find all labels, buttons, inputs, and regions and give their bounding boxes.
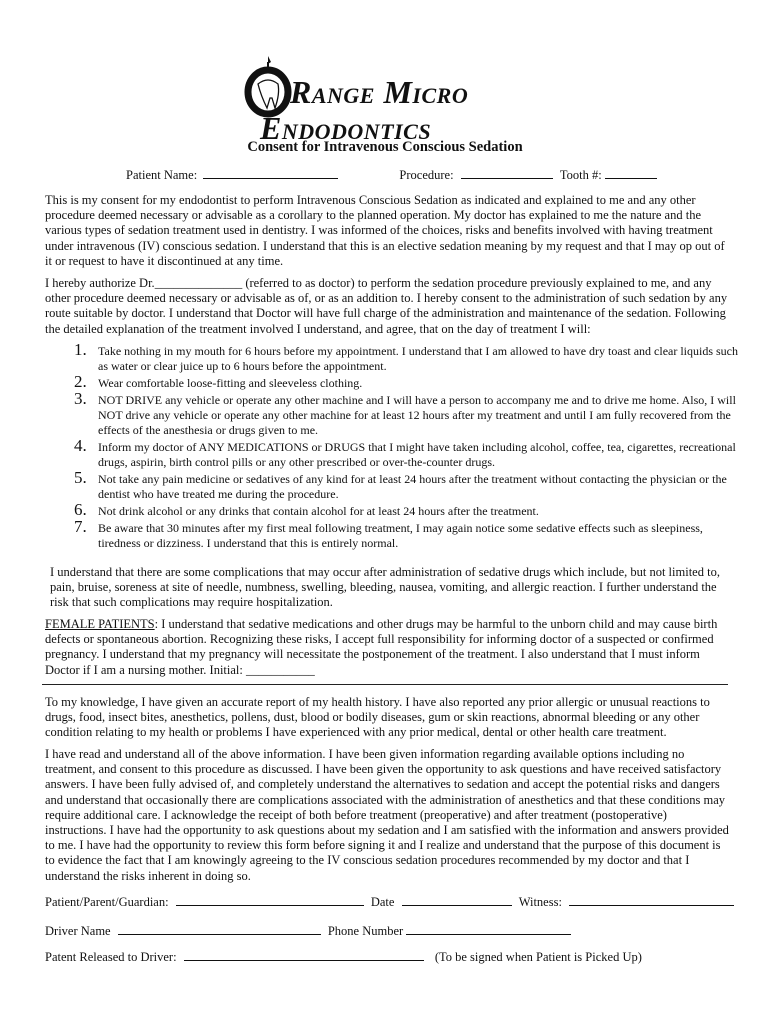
list-item bbox=[60, 468, 740, 502]
item-number: 4. bbox=[74, 436, 87, 455]
patient-name-field[interactable] bbox=[203, 166, 338, 179]
complications-paragraph: I understand that there are some complications that may occur after administration of sedative drugs which include, but not limited to, pain, bruise, soreness at site of needle, numbness, swelling, bleeding, nausea, vomiting, and allergic reaction. I further understand the risk that such complications may require hospitalization. bbox=[50, 565, 720, 610]
acknowledgement-paragraph: I have read and understand all of the above information. I have been given information regarding available options including no treatment, and consent to this procedure as discussed. I have been given the opportunity to ask questions and have received satisfactory answers. I have been fully advised of, and completely understand the alternatives to sedation and accept the potential risks and dangers and understand that occasionally there are complications associated with the administration of anesthetics and that these conditions may require additional care. I acknowledge the receipt of both before treatment (preoperative) and after treatment (postoperative) instructions. I have had the opportunity to ask questions about my sedation and I am satisfied with the information and answers provided to me. I have had the opportunity to review this form before signing it and I realize and understand that the purpose of this document is to evidence the fact that I am knowingly agreeing to the IV conscious sedation procedures recommended by my doctor and that I understand the risks inherent in doing so. bbox=[45, 747, 729, 883]
driver-name-label: Driver Name bbox=[45, 924, 111, 938]
logo-line-2: Endodontics bbox=[260, 110, 432, 146]
list-item bbox=[60, 389, 740, 438]
procedure-field[interactable] bbox=[461, 166, 553, 179]
released-line bbox=[45, 948, 642, 965]
item-number: 3. bbox=[74, 389, 87, 408]
date-field[interactable] bbox=[402, 893, 512, 906]
authorization-text: (referred to as doctor) to perform the sedation procedure previously explained to me, and any other procedure deemed necessary or advisable as of, or as an addition to. I hereby consent to the administration of such sedation by any route suitable by doctor. I understand that Doctor will have full charge of the administration and maintenance of the sedation. Following the detailed explanation of the treatment involved I understand, and agree, that on the day of treatment I will: bbox=[45, 276, 728, 336]
authorization-paragraph bbox=[45, 276, 730, 337]
driver-line bbox=[45, 922, 571, 939]
item-number: 2. bbox=[74, 372, 87, 391]
female-patients-label: FEMALE PATIENTS bbox=[45, 617, 155, 631]
released-label: Patent Released to Driver: bbox=[45, 950, 177, 964]
initial-field[interactable]: ___________ bbox=[246, 662, 315, 677]
doctor-name-field[interactable]: ______________ bbox=[154, 276, 243, 290]
instructions-list bbox=[60, 340, 740, 553]
health-history-paragraph: To my knowledge, I have given an accurate report of my health history. I have also reported any prior allergic or unusual reactions to drugs, food, insect bites, anesthetics, pollens, dust, blood or bodily diseases, gum or skin reactions, abnormal bleeding or any other condition relating to my health or problems I have experienced with any prior medical, dental or other health care treatment. bbox=[45, 695, 710, 740]
item-text: Not take any pain medicine or sedatives of any kind for at least 24 hours after the treatment without contacting the physician or the dentist who have treated me during the procedure. bbox=[98, 472, 727, 501]
driver-name-field[interactable] bbox=[118, 922, 321, 935]
date-label: Date bbox=[370, 895, 395, 909]
procedure-label: Procedure: bbox=[399, 168, 454, 182]
list-item bbox=[60, 500, 740, 519]
patient-name-label: Patient Name: bbox=[126, 168, 198, 182]
tooth-field[interactable] bbox=[605, 166, 657, 179]
authorize-label: I hereby authorize Dr. bbox=[45, 276, 155, 290]
phone-number-field[interactable] bbox=[406, 922, 571, 935]
released-note: (To be signed when Patient is Picked Up) bbox=[434, 950, 642, 964]
item-text: Take nothing in my mouth for 6 hours before my appointment. I understand that I am allowed to have dry toast and clear liquids such as water or clear juice up to 6 hours before the appointment. bbox=[98, 344, 739, 373]
guardian-signature-field[interactable] bbox=[176, 893, 364, 906]
item-number: 5. bbox=[74, 468, 87, 487]
list-item bbox=[60, 340, 740, 374]
item-number: 1. bbox=[74, 340, 87, 359]
tooth-label: Tooth #: bbox=[559, 168, 602, 182]
female-patients-text: : I understand that sedative medications and other drugs may be harmful to the unborn child and may cause birth defects or spontaneous abortion. Recognizing these risks, I accept full responsibility for informing doctor of a suspected or confirmed pregnancy. I understand that my pregnancy will necessitate the postponement of the treatment. I also understand that I must inform Doctor if I am a nursing mother. Initial: bbox=[45, 617, 718, 677]
guardian-signature-line bbox=[45, 893, 734, 910]
item-text: Inform my doctor of ANY MEDICATIONS or DRUGS that I might have taken including alcohol, coffee, tea, cigarettes, recreational drugs, aspirin, birth control pills or any other prescribed or over-the-counter drugs. bbox=[98, 440, 736, 469]
form-title: Consent for Intravenous Conscious Sedation bbox=[247, 139, 523, 155]
patient-info-line bbox=[126, 166, 657, 183]
list-item bbox=[60, 372, 740, 391]
item-number: 7. bbox=[74, 517, 87, 536]
item-text: Wear comfortable loose-fitting and sleeveless clothing. bbox=[98, 376, 363, 390]
consent-paragraph: This is my consent for my endodontist to perform Intravenous Conscious Sedation as indicated and explained to me and any other procedure deemed necessary or advisable as a corollary to the planned operation. My doctor has explained to me the nature and the various types of sedation treatment used in dentistry. I was informed of the choices, risks and benefits involved with having treatment under intravenous (IV) conscious sedation. I understand that this is an elective sedation meaning by my request and that I may op out of it or request to have it discontinued at any time. bbox=[45, 193, 725, 268]
list-item bbox=[60, 436, 740, 470]
item-text: Not drink alcohol or any drinks that contain alcohol for at least 24 hours after the treatment. bbox=[98, 504, 539, 518]
witness-label: Witness: bbox=[518, 895, 562, 909]
item-text: NOT DRIVE any vehicle or operate any other machine and I will have a person to accompany me and to drive me home. Also, I will NOT drive any vehicle or operate any other machine for at least 12 hours after my treatment and until I am fully recovered from the effects of the anesthesia or drugs given to me. bbox=[98, 393, 736, 437]
female-patients-paragraph bbox=[45, 617, 730, 678]
logo-line-1: Range Micro bbox=[290, 74, 469, 110]
practice-logo bbox=[230, 44, 550, 144]
section-divider bbox=[42, 684, 728, 685]
guardian-label: Patient/Parent/Guardian: bbox=[45, 895, 169, 909]
item-number: 6. bbox=[74, 500, 87, 519]
witness-field[interactable] bbox=[569, 893, 734, 906]
list-item bbox=[60, 517, 740, 551]
item-text: Be aware that 30 minutes after my first meal following treatment, I may again notice some sedative effects such as sleepiness, tiredness or dizziness. I understand that this is entirely normal. bbox=[98, 521, 703, 550]
phone-number-label: Phone Number bbox=[327, 924, 404, 938]
released-signature-field[interactable] bbox=[184, 948, 424, 961]
